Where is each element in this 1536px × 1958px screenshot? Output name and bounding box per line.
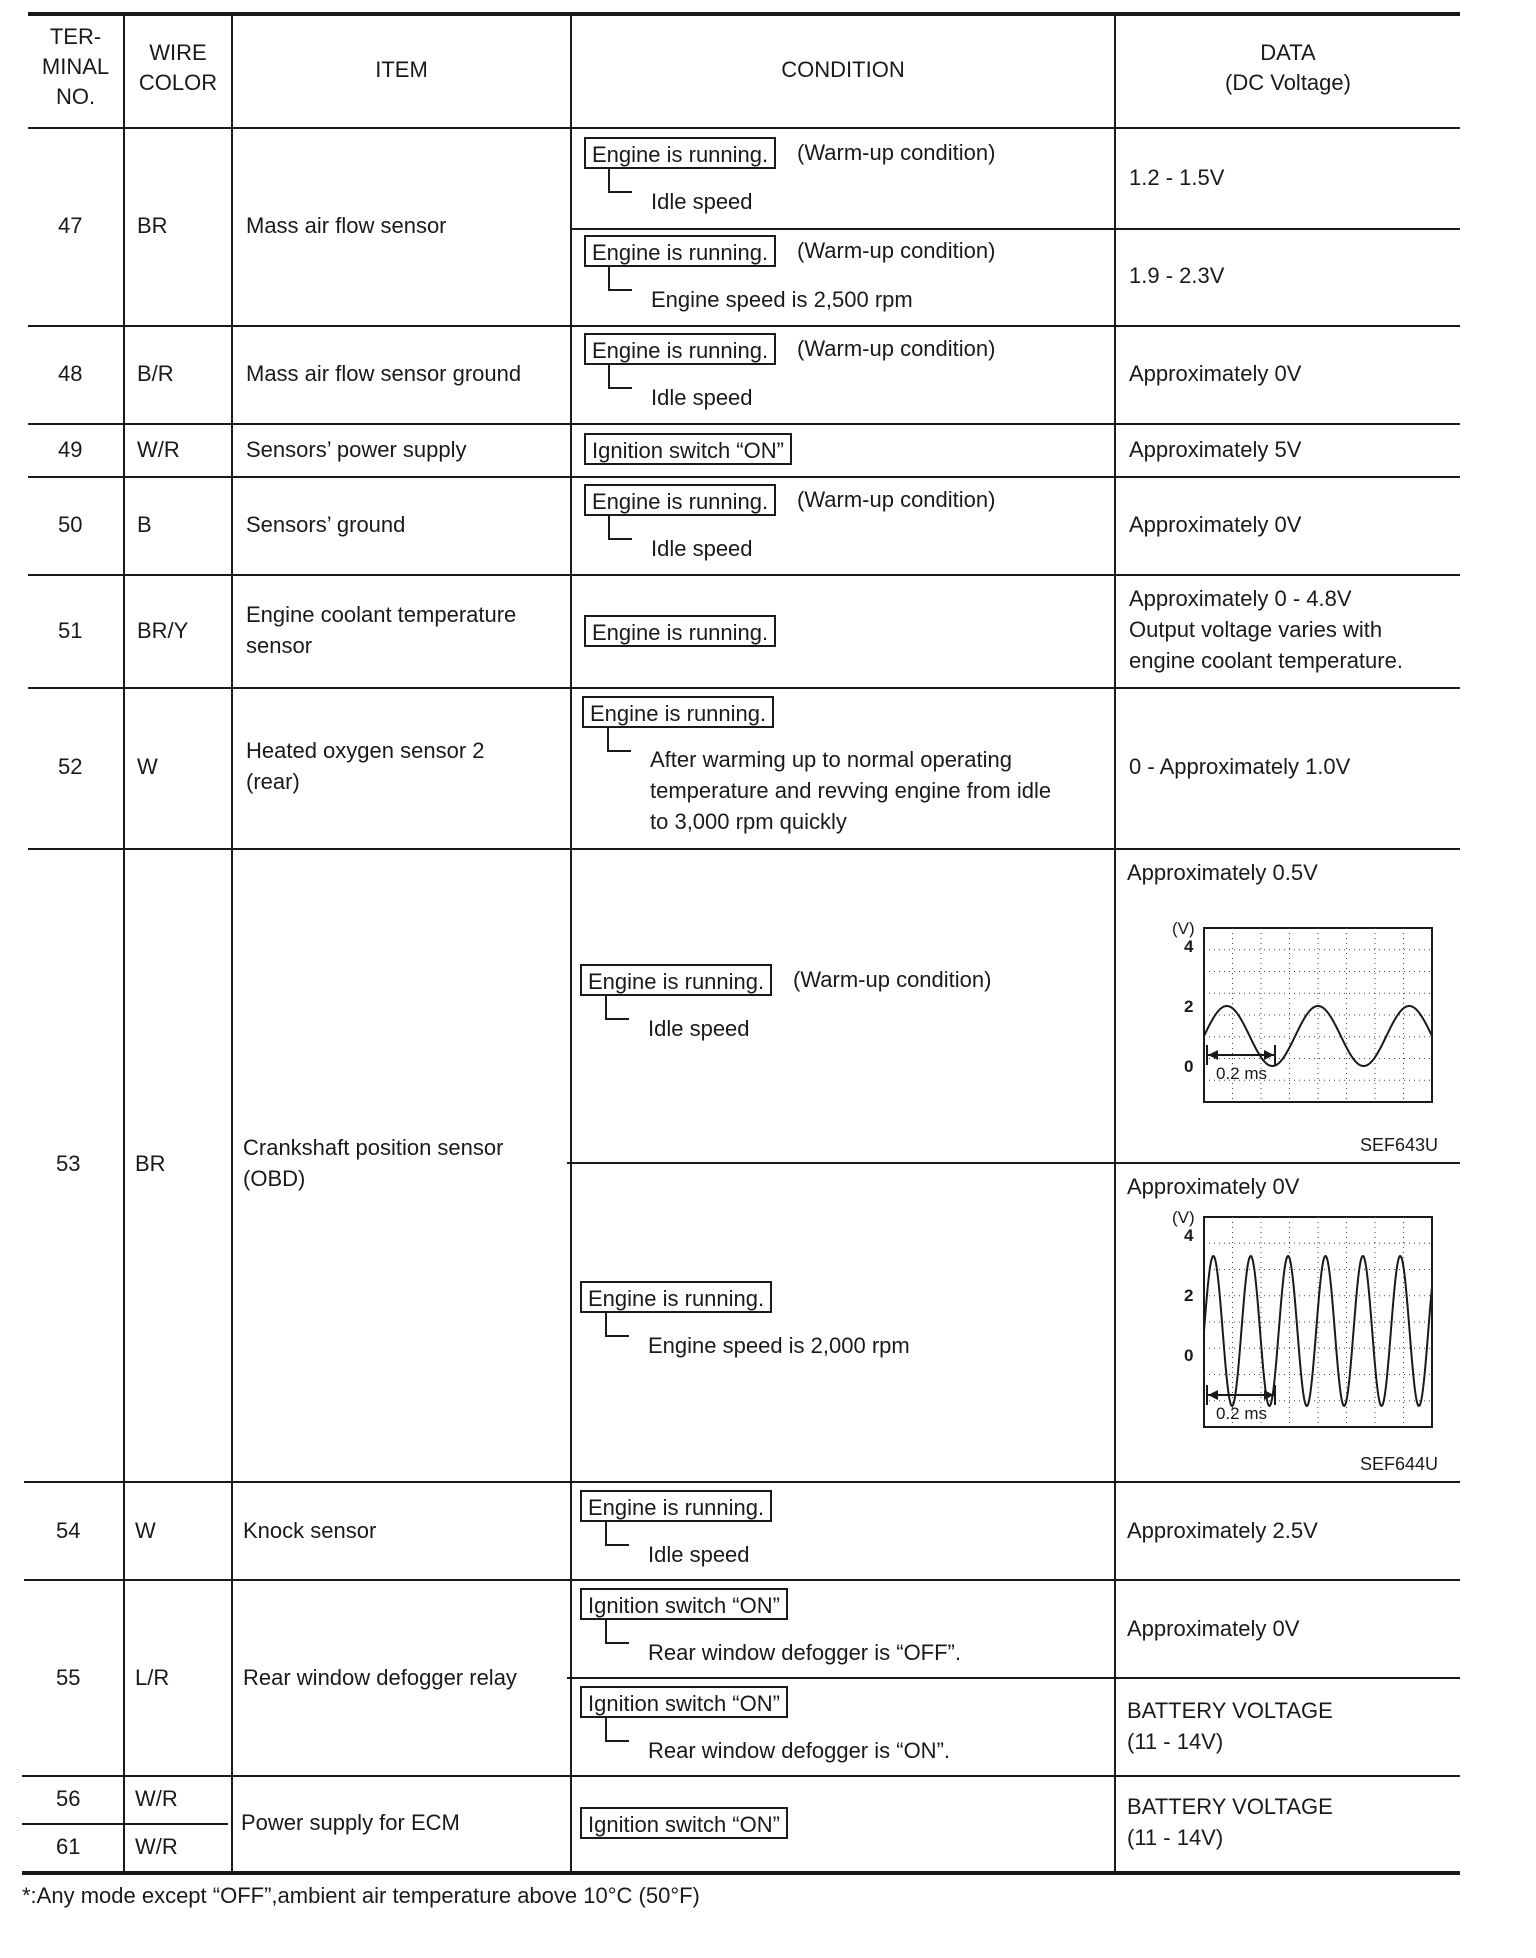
column-rule bbox=[1114, 14, 1116, 1873]
waveform-trace bbox=[1204, 1256, 1432, 1406]
row-rule bbox=[28, 848, 1460, 850]
y-tick-label: 4 bbox=[1184, 937, 1194, 956]
data-value: Approximately 2.5V bbox=[1127, 1518, 1318, 1543]
table-top-rule bbox=[28, 12, 1460, 16]
condition-note: (Warm-up condition) bbox=[797, 487, 996, 512]
condition-detail: Idle speed bbox=[651, 385, 753, 410]
terminal-number: 52 bbox=[58, 754, 83, 779]
row-rule bbox=[22, 1823, 228, 1825]
condition-box: Engine is running. bbox=[584, 235, 776, 267]
branch-connector bbox=[605, 996, 629, 1020]
data-value: Approximately 0V bbox=[1129, 512, 1302, 537]
condition-note: (Warm-up condition) bbox=[793, 967, 992, 992]
data-value: BATTERY VOLTAGE (11 - 14V) bbox=[1127, 1698, 1333, 1754]
y-tick-label: 0 bbox=[1184, 1346, 1194, 1365]
wire-color: B bbox=[137, 512, 152, 537]
condition-box: Ignition switch “ON” bbox=[584, 433, 792, 465]
item-name: Mass air flow sensor ground bbox=[246, 361, 522, 386]
wire-color: W bbox=[137, 754, 158, 779]
header-condition: CONDITION bbox=[781, 57, 905, 82]
row-rule bbox=[24, 1579, 1460, 1581]
condition-box: Engine is running. bbox=[584, 484, 776, 516]
wire-color: BR/Y bbox=[137, 618, 189, 643]
terminal-number: 47 bbox=[58, 213, 83, 238]
row-rule bbox=[24, 1481, 1460, 1483]
condition-box: Ignition switch “ON” bbox=[580, 1686, 788, 1718]
item-name: Knock sensor bbox=[243, 1518, 377, 1543]
y-tick-label: 2 bbox=[1184, 997, 1194, 1016]
row-rule bbox=[28, 423, 1460, 425]
condition-box: Ignition switch “ON” bbox=[580, 1807, 788, 1839]
branch-connector bbox=[608, 365, 632, 389]
terminal-number: 53 bbox=[56, 1151, 81, 1176]
wire-color: BR bbox=[137, 213, 168, 238]
terminal-number: 55 bbox=[56, 1665, 81, 1690]
condition-detail: Engine speed is 2,000 rpm bbox=[648, 1333, 910, 1358]
footnote: *:Any mode except “OFF”,ambient air temperature above 10°C (50°F) bbox=[22, 1883, 700, 1908]
data-value: Approximately 0V bbox=[1129, 361, 1302, 386]
item-name: Sensors’ power supply bbox=[246, 437, 467, 462]
item-name: Crankshaft position sensor (OBD) bbox=[243, 1135, 504, 1191]
item-name: Heated oxygen sensor 2 (rear) bbox=[246, 738, 485, 794]
y-tick-label: 2 bbox=[1184, 1286, 1194, 1305]
y-axis-label: (V) bbox=[1172, 919, 1195, 938]
figure-code: SEF643U bbox=[1360, 1135, 1439, 1155]
y-tick-label: 0 bbox=[1184, 1057, 1194, 1076]
column-rule bbox=[123, 14, 125, 1873]
branch-connector bbox=[605, 1313, 629, 1337]
condition-box: Engine is running. bbox=[584, 333, 776, 365]
figure-code: SEF644U bbox=[1360, 1454, 1439, 1474]
condition-box: Ignition switch “ON” bbox=[580, 1588, 788, 1620]
branch-connector bbox=[608, 516, 632, 540]
y-tick-label: 4 bbox=[1184, 1226, 1194, 1245]
data-value: Approximately 5V bbox=[1129, 437, 1302, 462]
condition-box: Engine is running. bbox=[580, 1281, 772, 1313]
terminal-number: 48 bbox=[58, 361, 83, 386]
item-name: Mass air flow sensor bbox=[246, 213, 447, 238]
item-name: Rear window defogger relay bbox=[243, 1665, 517, 1690]
condition-box: Engine is running. bbox=[584, 615, 776, 647]
waveform-chart bbox=[1150, 900, 1440, 1110]
header-item: ITEM bbox=[375, 57, 428, 82]
wire-color: L/R bbox=[135, 1665, 170, 1690]
time-scale-arrow bbox=[1208, 1390, 1218, 1400]
condition-box: Engine is running. bbox=[582, 696, 774, 728]
condition-box: Engine is running. bbox=[580, 1490, 772, 1522]
row-rule bbox=[28, 574, 1460, 576]
branch-connector bbox=[605, 1718, 629, 1742]
header-rule bbox=[28, 127, 1460, 129]
data-value: Approximately 0.5V bbox=[1127, 860, 1318, 885]
terminal-number: 51 bbox=[58, 618, 83, 643]
branch-connector bbox=[605, 1620, 629, 1644]
wire-color: W/R bbox=[135, 1786, 178, 1811]
column-rule bbox=[570, 14, 572, 1873]
wire-color: W/R bbox=[135, 1834, 178, 1859]
terminal-number: 61 bbox=[56, 1834, 81, 1859]
terminal-number: 54 bbox=[56, 1518, 81, 1543]
header-data: DATA (DC Voltage) bbox=[1225, 40, 1351, 95]
condition-detail: Rear window defogger is “ON”. bbox=[648, 1738, 951, 1763]
terminal-number: 56 bbox=[56, 1786, 81, 1811]
waveform-chart bbox=[1150, 1205, 1440, 1435]
branch-connector bbox=[607, 728, 631, 752]
header-wire-color: WIRE COLOR bbox=[138, 40, 218, 95]
row-rule bbox=[28, 325, 1460, 327]
row-rule bbox=[567, 1162, 1460, 1164]
data-value: 1.9 - 2.3V bbox=[1129, 263, 1225, 288]
condition-note: (Warm-up condition) bbox=[797, 140, 996, 165]
wire-color: B/R bbox=[137, 361, 174, 386]
terminal-number: 49 bbox=[58, 437, 83, 462]
condition-detail: Idle speed bbox=[651, 536, 753, 561]
row-rule bbox=[28, 687, 1460, 689]
table-bottom-rule bbox=[22, 1871, 1460, 1875]
terminal-number: 50 bbox=[58, 512, 83, 537]
time-scale-label: 0.2 ms bbox=[1216, 1064, 1268, 1083]
condition-detail: Idle speed bbox=[651, 189, 753, 214]
data-value: 0 - Approximately 1.0V bbox=[1129, 754, 1351, 779]
condition-detail: Idle speed bbox=[648, 1016, 750, 1041]
column-rule bbox=[231, 14, 233, 1873]
wire-color: W bbox=[135, 1518, 156, 1543]
condition-note: (Warm-up condition) bbox=[797, 238, 996, 263]
condition-detail: Idle speed bbox=[648, 1542, 750, 1567]
data-value: Approximately 0V bbox=[1127, 1174, 1300, 1199]
row-rule bbox=[22, 1775, 1460, 1777]
condition-box: Engine is running. bbox=[584, 137, 776, 169]
data-value: BATTERY VOLTAGE (11 - 14V) bbox=[1127, 1794, 1333, 1850]
item-name: Engine coolant temperature sensor bbox=[246, 602, 517, 658]
wire-color: BR bbox=[135, 1151, 166, 1176]
item-name: Sensors’ ground bbox=[246, 512, 406, 537]
condition-box: Engine is running. bbox=[580, 964, 772, 996]
data-value: Approximately 0 - 4.8V Output voltage varies with engine coolant temperature. bbox=[1129, 586, 1403, 673]
data-value: 1.2 - 1.5V bbox=[1129, 165, 1225, 190]
branch-connector bbox=[605, 1522, 629, 1546]
condition-note: (Warm-up condition) bbox=[797, 336, 996, 361]
row-rule bbox=[567, 1677, 1460, 1679]
row-rule bbox=[28, 476, 1460, 478]
time-scale-label: 0.2 ms bbox=[1216, 1404, 1268, 1423]
condition-detail: Engine speed is 2,500 rpm bbox=[651, 287, 913, 312]
wire-color: W/R bbox=[137, 437, 180, 462]
waveform-trace bbox=[1204, 1006, 1432, 1066]
branch-connector bbox=[608, 169, 632, 193]
branch-connector bbox=[608, 267, 632, 291]
row-rule bbox=[570, 228, 1460, 230]
y-axis-label: (V) bbox=[1172, 1208, 1195, 1227]
condition-detail: Rear window defogger is “OFF”. bbox=[648, 1640, 961, 1665]
condition-detail: After warming up to normal operating temperature and revving engine from idle to 3,000 rpm quickly bbox=[650, 747, 1052, 834]
data-value: Approximately 0V bbox=[1127, 1616, 1300, 1641]
item-name: Power supply for ECM bbox=[241, 1810, 460, 1835]
header-terminal: TER- MINAL NO. bbox=[41, 24, 110, 109]
